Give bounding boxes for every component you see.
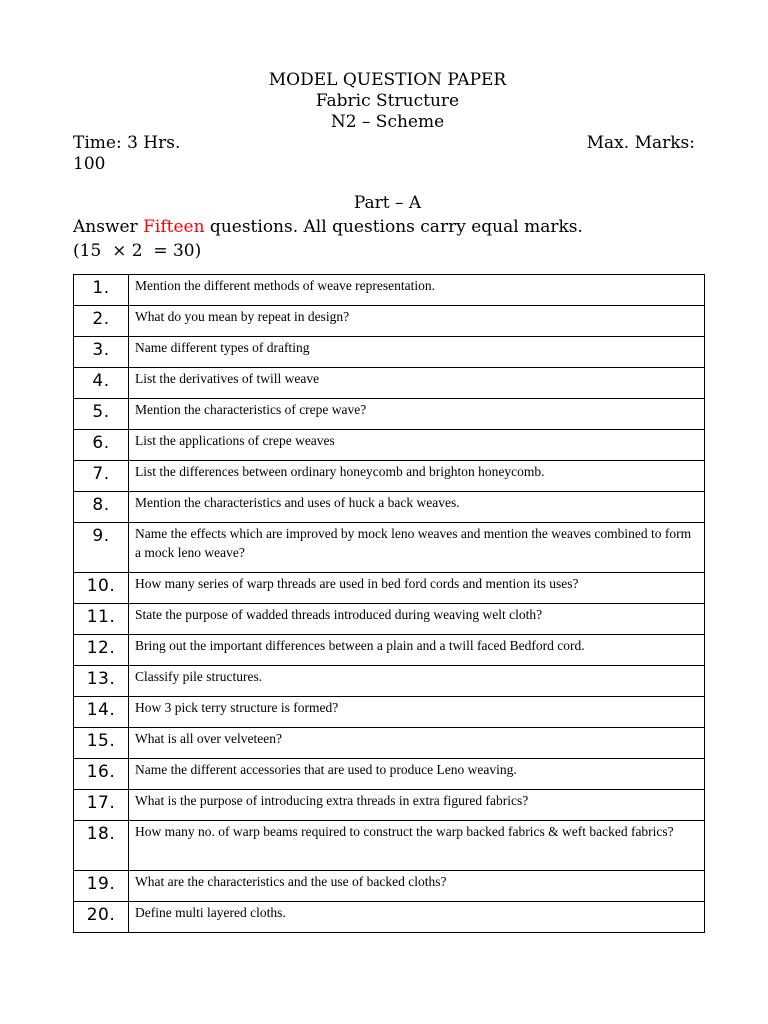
question-text: List the differences between ordinary honeycomb and brighton honeycomb. — [129, 461, 705, 492]
question-text: Mention the characteristics of crepe wave? — [129, 399, 705, 430]
question-number: 1. — [74, 275, 129, 306]
time-label: Time: 3 Hrs. — [73, 133, 181, 153]
question-text: Name the different accessories that are used to produce Leno weaving. — [129, 759, 705, 790]
question-number: 17. — [74, 790, 129, 821]
question-number: 19. — [74, 871, 129, 902]
part-title: Part – A — [353, 193, 422, 213]
table-row — [74, 523, 705, 573]
question-text: What are the characteristics and the use of backed cloths? — [129, 871, 705, 902]
table-row — [74, 461, 705, 492]
question-number: 20. — [74, 902, 129, 933]
table-row — [74, 573, 705, 604]
questions-table — [73, 274, 705, 933]
table-row — [74, 790, 705, 821]
question-number: 10. — [74, 573, 129, 604]
table-row — [74, 728, 705, 759]
question-number: 13. — [74, 666, 129, 697]
question-text: Classify pile structures. — [129, 666, 705, 697]
question-text: List the applications of crepe weaves — [129, 430, 705, 461]
max-marks-label: Max. Marks: — [586, 133, 695, 153]
question-number: 14. — [74, 697, 129, 728]
question-text: List the derivatives of twill weave — [129, 368, 705, 399]
table-row — [74, 902, 705, 933]
table-row — [74, 604, 705, 635]
table-row — [74, 759, 705, 790]
question-text: Mention the characteristics and uses of huck a back weaves. — [129, 492, 705, 523]
question-number: 16. — [74, 759, 129, 790]
question-number: 11. — [74, 604, 129, 635]
table-row — [74, 430, 705, 461]
question-text: Define multi layered cloths. — [129, 902, 705, 933]
question-text: How many no. of warp beams required to construct the warp backed fabrics & weft backed fabrics? — [129, 821, 705, 871]
instruction-after: questions. All questions carry equal marks. — [204, 217, 583, 237]
table-row — [74, 368, 705, 399]
table-row — [74, 871, 705, 902]
question-text: What do you mean by repeat in design? — [129, 306, 705, 337]
marks-formula: (15 × 2 = 30) — [73, 241, 202, 261]
question-text: Name different types of drafting — [129, 337, 705, 368]
table-row — [74, 697, 705, 728]
question-text: Name the effects which are improved by mock leno weaves and mention the weaves combined to form a mock leno weave? — [129, 523, 705, 573]
question-number: 18. — [74, 821, 129, 871]
time-marks-line — [73, 133, 695, 153]
question-number: 7. — [74, 461, 129, 492]
instruction-highlight: Fifteen — [143, 217, 205, 237]
question-text: State the purpose of wadded threads introduced during weaving welt cloth? — [129, 604, 705, 635]
table-row — [74, 666, 705, 697]
question-number: 4. — [74, 368, 129, 399]
question-text: What is all over velveteen? — [129, 728, 705, 759]
question-number: 8. — [74, 492, 129, 523]
question-number: 3. — [74, 337, 129, 368]
table-row — [74, 492, 705, 523]
table-row — [74, 399, 705, 430]
max-marks-value: 100 — [73, 154, 106, 174]
question-number: 2. — [74, 306, 129, 337]
question-number: 15. — [74, 728, 129, 759]
question-number: 9. — [74, 523, 129, 573]
question-text: Mention the different methods of weave representation. — [129, 275, 705, 306]
instruction-before: Answer — [73, 217, 144, 237]
question-text: How 3 pick terry structure is formed? — [129, 697, 705, 728]
question-number: 12. — [74, 635, 129, 666]
question-text: How many series of warp threads are used in bed ford cords and mention its uses? — [129, 573, 705, 604]
question-text: Bring out the important differences between a plain and a twill faced Bedford cord. — [129, 635, 705, 666]
table-row — [74, 337, 705, 368]
scheme-title: N2 – Scheme — [330, 112, 445, 132]
question-number: 5. — [74, 399, 129, 430]
part-instruction — [73, 216, 583, 238]
subject-title: Fabric Structure — [315, 91, 460, 111]
question-text: What is the purpose of introducing extra threads in extra figured fabrics? — [129, 790, 705, 821]
table-row — [74, 635, 705, 666]
paper-title: MODEL QUESTION PAPER — [268, 70, 507, 90]
table-row — [74, 821, 705, 871]
table-row — [74, 306, 705, 337]
question-number: 6. — [74, 430, 129, 461]
table-row — [74, 275, 705, 306]
